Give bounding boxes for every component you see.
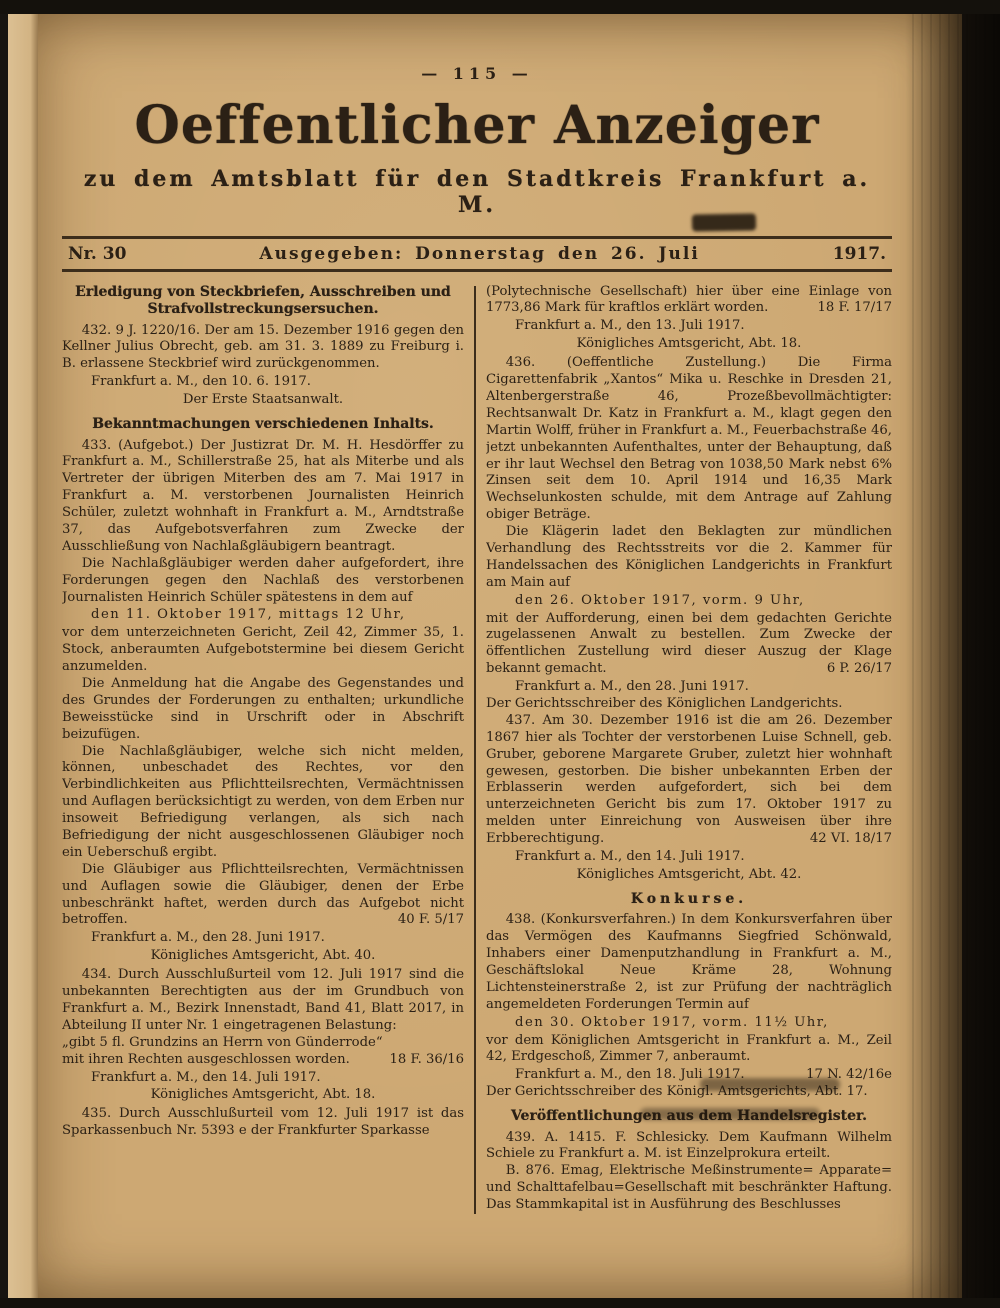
masthead-subtitle: zu dem Amtsblatt für den Stadtkreis Frankfurt a. M. xyxy=(83,165,871,218)
file-reference: 40 F. 5/17 xyxy=(397,912,464,928)
dateline: Frankfurt a. M., den 14. Juli 1917. xyxy=(515,848,745,864)
file-reference: 17 N. 42/16e xyxy=(806,1067,892,1083)
scan-edge-bottom xyxy=(0,1298,1000,1308)
paragraph: 438. (Konkursverfahren.) In dem Konkursverfahren über das Vermögen des Kaufmanns Siegfried Schönwald, Inhabers einer Damenputzhandlung in Frankfurt a. M., Geschäftslokal Neue Kräme 28, Wohnung Lichtensteinerstraße 2, ist zur Prüfung der nachträglich angemeldeten Forderungen Termin auf xyxy=(486,912,892,1012)
signature-line: Königliches Amtsgericht, Abt. 18. xyxy=(150,1087,376,1103)
file-reference: 6 P. 26/17 xyxy=(826,661,892,677)
newspaper-page xyxy=(38,14,962,1298)
page-number: — 115 — xyxy=(421,64,533,83)
paragraph: 439. A. 1415. F. Schlesicky. Dem Kaufmann Wilhelm Schiele zu Frankfurt a. M. ist Einzelprokura erteilt. xyxy=(486,1129,892,1162)
file-reference: 42 VI. 18/17 xyxy=(809,831,892,847)
paragraph-continuation: Der Gerichtsschreiber des Königl. Amtsgerichts, Abt. 17. xyxy=(486,1084,868,1100)
issue-number: Nr. 30 xyxy=(68,243,127,264)
paragraph: Die Nachlaßgläubiger werden daher aufgefordert, ihre Forderungen gegen den Nachlaß des verstorbenen Journalisten Heinrich Schüler spätestens in dem auf xyxy=(62,555,464,605)
dateline: Frankfurt a. M., den 18. Juli 1917. 17 N. 42/16e xyxy=(515,1067,892,1083)
paragraph: 435. Durch Ausschlußurteil vom 12. Juli 1917 ist das Sparkassenbuch Nr. 5393 e der Frankfurter Sparkasse xyxy=(62,1106,464,1139)
issue-year: 1917. xyxy=(832,243,886,264)
paragraph: Die Klägerin ladet den Beklagten zur mündlichen Verhandlung des Rechtsstreits vor die 2. Kammer für Handelssachen des Königlichen Landgerichts in Frankfurt am Main auf xyxy=(486,524,892,590)
paragraph: Die Gläubiger aus Pflichtteilsrechten, Vermächtnissen und Auflagen sowie die Gläubiger, denen der Erbe unbeschränkt haftet, werden durch das Aufgebot nicht betroffen. 40 F. 5/17 xyxy=(62,861,464,928)
column-left xyxy=(62,284,464,1214)
paragraph-continuation: Der Gerichtsschreiber des Königlichen Landgerichts. xyxy=(486,695,843,711)
dateline: Frankfurt a. M., den 10. 6. 1917. xyxy=(91,374,311,390)
signature-line: Königliches Amtsgericht, Abt. 18. xyxy=(576,336,802,352)
paragraph: 437. Am 30. Dezember 1916 ist die am 26. Dezember 1867 hier als Tochter der verstorbenen Luise Schnell, geb. Gruber, geborene Margarete Gruber, zuletzt hier wohnhaft gewesen, gestorben. Die bisher unbekannten Erben der Erblasserin werden aufgefordert, sich bei dem unterzeichneten Gericht bis zum 17. Oktober 1917 zu melden unter Einreichung von Ausweisen über ihre Erbberechtigung. 42 VI. 18/17 xyxy=(486,712,892,847)
section-heading: Bekanntmachungen verschiedenen Inhalts. xyxy=(92,416,434,433)
issue-published-date: Ausgegeben: Donnerstag den 26. Juli xyxy=(259,243,700,264)
scan-edge-top xyxy=(0,0,1000,14)
paragraph: 434. Durch Ausschlußurteil vom 12. Juli 1917 sind die unbekannten Berechtigten aus der im Grundbuch von Frankfurt a. M., Bezirk Innenstadt, Band 41, Blatt 2017, in Abteilung II unter Nr. 1 eingetragenen Belastung: xyxy=(62,967,464,1033)
dateline: Frankfurt a. M., den 14. Juli 1917. xyxy=(91,1069,321,1085)
paragraph-continuation: (Polytechnische Gesellschaft) hier über eine Einlage von 1773,86 Mark für kraftlos erklärt worden. 18 F. 17/17 xyxy=(486,283,892,316)
signature-line: Der Erste Staatsanwalt. xyxy=(182,392,344,408)
paragraph-continuation: mit der Aufforderung, einen bei dem gedachten Gerichte zugelassenen Anwalt zu bestellen. Zum Zwecke der öffentlichen Zustellung wird dieser Auszug der Klage bekannt gemacht. 6 P. 26/17 xyxy=(486,610,892,677)
signature-line: Königliches Amtsgericht, Abt. 40. xyxy=(150,948,376,964)
scan-edge-left xyxy=(0,0,8,1308)
column-divider xyxy=(474,286,476,1214)
paragraph-continuation: vor dem Königlichen Amtsgericht in Frankfurt a. M., Zeil 42, Erdgeschoß, Zimmer 7, anberaumt. xyxy=(486,1032,892,1065)
paragraph-continuation: mit ihren Rechten ausgeschlossen worden. 18 F. 36/16 xyxy=(62,1051,464,1067)
file-reference: 18 F. 36/16 xyxy=(389,1051,464,1067)
issue-line xyxy=(62,236,892,272)
paragraph: 433. (Aufgebot.) Der Justizrat Dr. M. H. Hesdörffer zu Frankfurt a. M., Schillerstraße 25, hat als Miterbe und als Vertreter der übrigen Miterben des am 7. Mai 1917 in Frankfurt a. M. verstorbenen Journalisten Heinrich Schüler, zuletzt wohnhaft in Frankfurt a. M., Arndtstraße 37, das Aufgebotsverfahren zum Zwecke der Ausschließung von Nachlaßgläubigern beantragt. xyxy=(62,437,464,554)
term-date-line: den 11. Oktober 1917, mittags 12 Uhr, xyxy=(91,607,406,623)
content-columns xyxy=(62,284,892,1214)
section-heading: Konkurse. xyxy=(630,890,748,907)
masthead-title: Oeffentlicher Anzeiger xyxy=(134,95,820,156)
paragraph: 436. (Oeffentliche Zustellung.) Die Firma Cigarettenfabrik „Xantos“ Mika u. Reschke in Dresden 21, Altenbergerstraße 46, Prozeßbevollmächtigter: Rechtsanwalt Dr. Katz in Frankfurt a. M., klagt gegen den Martin Wolff, früher in Frankfurt a. M., Feuerbachstraße 46, jetzt unbekannten Aufenthaltes, unter der Behauptung, daß er ihr laut Wechsel den Betrag von 1038,50 Mark nebst 6% Zinsen seit dem 10. April 1914 und 16,35 Mark Wechselunkosten schulde, mit dem Antrage auf Zahlung obiger Beträge. xyxy=(486,355,892,523)
paragraph: Die Anmeldung hat die Angabe des Gegenstandes und des Grundes der Forderungen zu enthalten; urkundliche Beweisstücke sind in Urschrift oder in Abschrift beizufügen. xyxy=(62,676,464,742)
term-date-line: den 26. Oktober 1917, vorm. 9 Uhr, xyxy=(515,592,805,608)
paragraph-continuation: vor dem unterzeichneten Gericht, Zeil 42, Zimmer 35, 1. Stock, anberaumten Aufgebotstermine bei diesem Gericht anzumelden. xyxy=(62,625,464,675)
dateline: Frankfurt a. M., den 28. Juni 1917. xyxy=(91,930,325,946)
signature-line: Königliches Amtsgericht, Abt. 42. xyxy=(576,866,802,882)
quote-line: „gibt 5 fl. Grundzins an Herrn von Günderrode“ xyxy=(62,1034,383,1050)
dateline: Frankfurt a. M., den 28. Juni 1917. xyxy=(515,679,749,695)
column-right xyxy=(486,284,892,1214)
section-heading: Erledigung von Steckbriefen, Ausschreiben und Strafvollstreckungsersuchen. xyxy=(75,283,451,318)
term-date-line: den 30. Oktober 1917, vorm. 11½ Uhr, xyxy=(515,1014,829,1030)
file-reference: 18 F. 17/17 xyxy=(817,300,892,316)
section-heading: Veröffentlichungen aus dem Handelsregister. xyxy=(510,1108,868,1125)
dateline: Frankfurt a. M., den 13. Juli 1917. xyxy=(515,318,745,334)
paragraph: B. 876. Emag, Elektrische Meßinstrumente= Apparate= und Schalttafelbau=Gesellschaft mit beschränkter Haftung. Das Stammkapital ist in Ausführung des Beschlusses xyxy=(486,1163,892,1213)
paragraph: 432. 9 J. 1220/16. Der am 15. Dezember 1916 gegen den Kellner Julius Obrecht, geb. am 31. 3. 1889 zu Freiburg i. B. erlassene Steckbrief wird zurückgenommen. xyxy=(62,322,464,372)
paragraph: Die Nachlaßgläubiger, welche sich nicht melden, können, unbeschadet des Rechtes, vor den Verbindlichkeiten aus Pflichtteilsrechten, Vermächtnissen und Auflagen berücksichtigt zu werden, von dem Erben nur insoweit Befriedigung verlangen, als sich nach Befriedigung der nicht ausgeschlossenen Gläubiger noch ein Ueberschuß ergibt. xyxy=(62,743,464,860)
underlying-page-edge xyxy=(8,14,40,1298)
